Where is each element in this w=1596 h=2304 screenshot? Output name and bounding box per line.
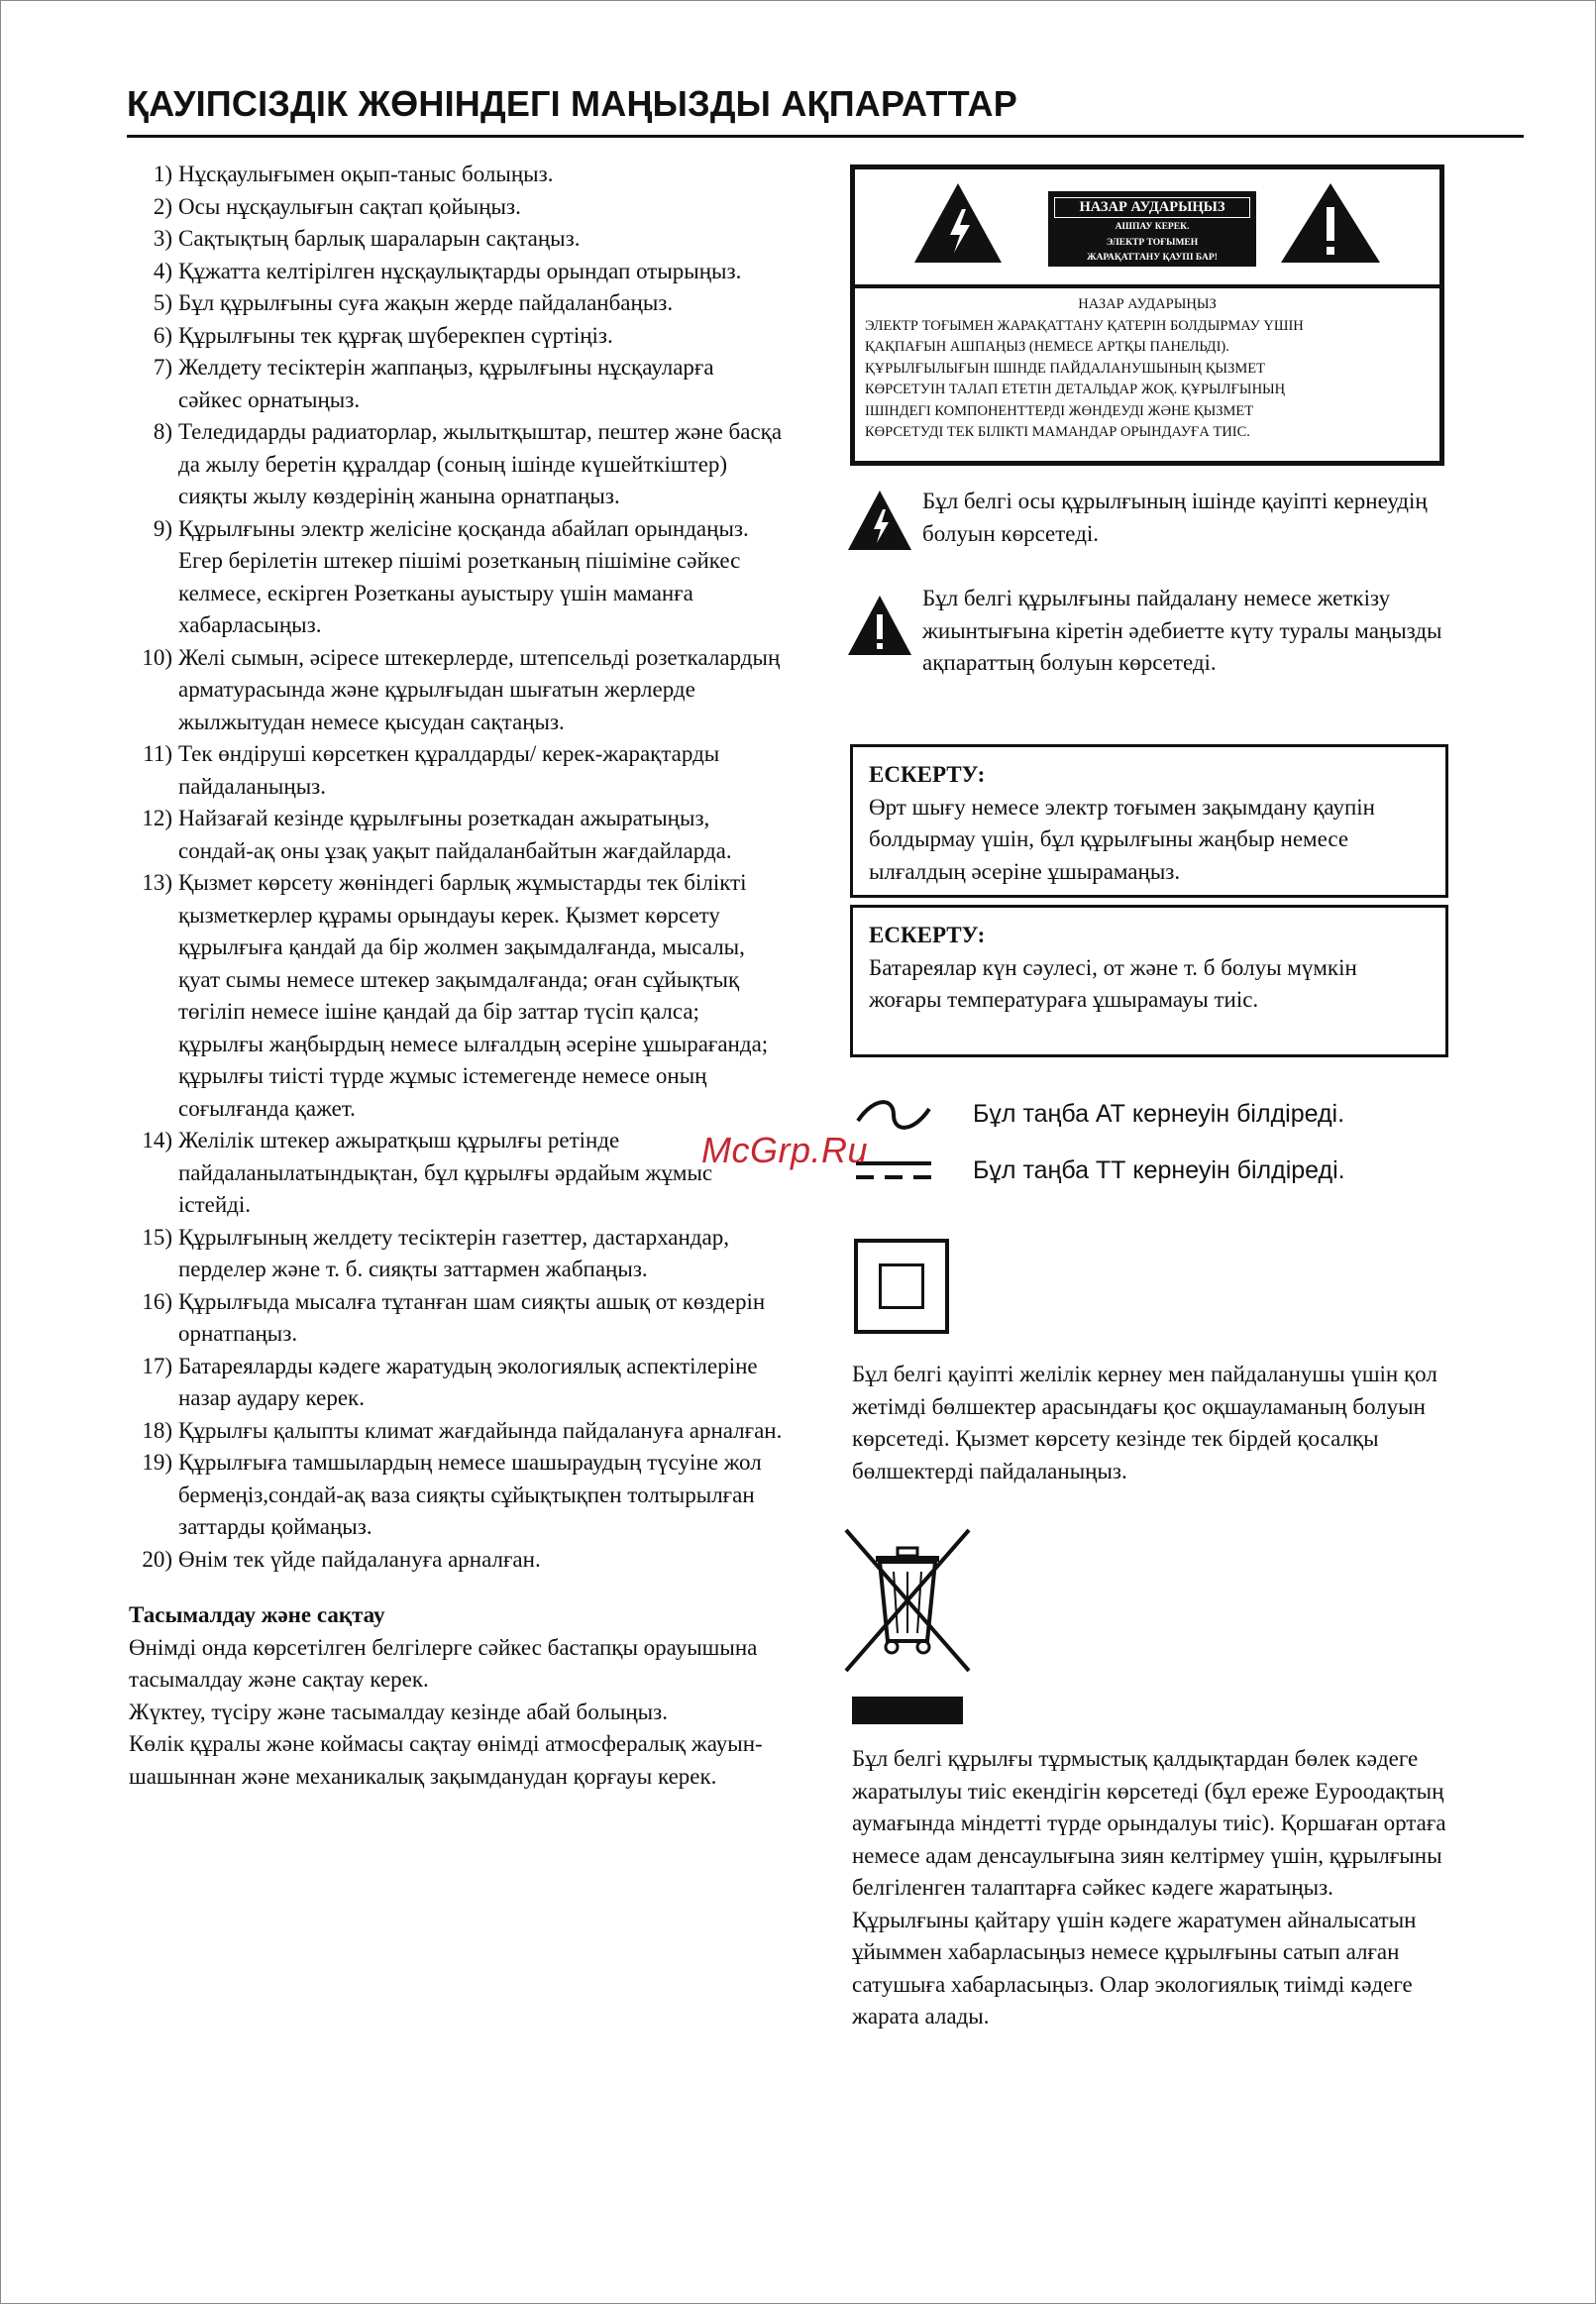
warning-label xyxy=(1048,191,1256,267)
lightning-triangle-icon xyxy=(912,181,1004,265)
item-text: Құрылғы қалыпты климат жағдайында пайдалануға арналған. xyxy=(178,1417,783,1443)
warning-label-line: ЭЛЕКТР ТОҒЫМЕН xyxy=(1106,237,1199,248)
dc-symbol-row xyxy=(854,1152,1409,1191)
item-text: Желілік штекер ажыратқыш құрылғы ретінде пайдаланылатындықтан, бұл құрылғы әрдайым жұмыс істейді. xyxy=(178,1128,713,1217)
list-item xyxy=(129,256,783,288)
item-text: Сақтықтың барлық шараларын сақтаңыз. xyxy=(178,226,581,251)
caution-text: Батареялар күн сәулесі, от және т. б болуы мүмкін жоғары температураға ұшырамауы тиіс. xyxy=(869,954,1357,1012)
list-item xyxy=(129,287,783,320)
double-insulation-text: Бұл белгі қауіпті желілік кернеу мен пайдаланушы үшін қол жетімді бөлшектер арасындағы қос оқшауламаның болуын көрсетеді. Қызмет көрсету кезінде тек бірдей қосалқы бөлшектерді пайдаланыңыз. xyxy=(852,1362,1437,1483)
item-text: Осы нұсқаулығын сақтап қойыңыз. xyxy=(178,193,521,219)
item-number: 12) xyxy=(142,806,172,830)
list-item xyxy=(129,738,783,803)
list-item xyxy=(129,320,783,353)
list-item xyxy=(129,223,783,256)
watermark: McGrp.Ru xyxy=(701,1130,869,1170)
item-text: Құрылғыда мысалға тұтанған шам сияқты ашық от көздерін орнатпаңыз. xyxy=(178,1288,766,1346)
warning-body-line: ЭЛЕКТР ТОҒЫМЕН ЖАРАҚАТТАНУ ҚАТЕРІН БОЛДЫРМАУ ҮШІН xyxy=(865,317,1304,334)
item-text: Бұл құрылғыны суға жақын жерде пайдаланбаңыз. xyxy=(178,290,674,315)
list-item xyxy=(129,191,783,224)
item-number: 8) xyxy=(153,419,172,444)
warning-box-text xyxy=(865,294,1430,444)
list-item xyxy=(129,642,783,739)
list-item xyxy=(129,1125,783,1222)
warning-body-line: КӨРСЕТУІН ТАЛАП ЕТЕТІН ДЕТАЛЬДАР ЖОҚ. ҚҰРЫЛҒЫНЫҢ xyxy=(865,382,1286,397)
lightning-triangle-icon xyxy=(847,490,912,551)
bolt-note-text: Бұл белгі осы құрылғының ішінде қауіпті кернеудің болуын көрсетеді. xyxy=(922,489,1428,546)
exclamation-note xyxy=(847,583,1441,721)
item-text: Құрылғыны электр желісіне қосқанда абайлап орындаңыз. Егер берілетін штекер пішімі розетканың пішіміне сәйкес келмесе, ескірген Розетканы ауыстыру үшін маманға хабарласыңыз. xyxy=(178,515,749,637)
item-number: 13) xyxy=(142,870,172,895)
item-text: Құрылғыны тек құрғақ шүберекпен сүртіңіз. xyxy=(178,322,613,348)
page-title: ҚАУІПСІЗДІК ЖӨНІНДЕГІ МАҢЫЗДЫ АҚПАРАТТАР xyxy=(127,83,1017,124)
exclamation-note-text: Бұл белгі құрылғыны пайдалану немесе жеткізу жиынтығына кіретін әдебиетте күту туралы маңызды ақпараттың болуын көрсетеді. xyxy=(922,586,1442,675)
caution-text: Өрт шығу немесе электр тоғымен зақымдану қаупін болдырмау үшін, бұл құрылғыны жаңбыр немесе ылғалдың әсеріне ұшырамаңыз. xyxy=(869,794,1375,884)
item-number: 20) xyxy=(142,1546,172,1572)
item-number: 7) xyxy=(153,355,172,380)
item-text: Құрылғыға тамшылардың немесе шашыраудың түсуіне жол бермеңіз,сондай-ақ ваза сияқты сұйықтықпен толтырылған заттарды қоймаңыз. xyxy=(178,1450,762,1539)
item-text: Нұсқаулығымен оқып-таныс болыңыз. xyxy=(178,162,554,186)
warning-body-title: НАЗАР АУДАРЫҢЫЗ xyxy=(1078,296,1217,312)
item-text: Найзағай кезінде құрылғыны розеткадан ажыратыңыз, сондай-ақ оны ұзақ уақыт пайдаланбайтын жағдайларда. xyxy=(178,806,732,863)
list-item xyxy=(129,1544,783,1577)
item-number: 5) xyxy=(153,290,172,315)
warning-label-line: ЖАРАҚАТТАНУ ҚАУПІ БАР! xyxy=(1087,253,1218,263)
item-number: 14) xyxy=(142,1128,172,1152)
list-item xyxy=(129,513,783,642)
item-text: Желі сымын, әсіресе штекерлерде, штепсельді розеткалардың арматурасында және құрылғыдан шығатын жерлерде жылжытудан немесе қысудан сақтаңыз. xyxy=(178,644,781,734)
weee-text: Бұл белгі құрылғы тұрмыстық қалдықтардан бөлек кәдеге жаратылуы тиіс екендігін көрсетеді (бұл ереже Еуроодақтың аумағында міндетті түрде орындалуы тиіс). Қоршаған ортаға немесе адам денсаулығына зиян келтірмеу үшін, құрылғыны белгіленген талаптарға сәйкес кәдеге жаратыңыз. Құрылғыны қайтару үшін кәдеге жаратумен айналысатын ұйыммен хабарласыңыз немесе құрылғыны сатып алған сатушыға хабарласыңыз. Олар экологиялық тиімді кәдеге жарата алады. xyxy=(852,1746,1446,2029)
transport-line: Көлік құралы және коймасы сақтау өнімді атмосфералық жауын-шашыннан және механикалық зақымданудан қорғауы керек. xyxy=(129,1731,763,1789)
item-text: Құрылғының желдету тесіктерін газеттер, дастархандар, перделер және т. б. сияқты заттармен жабпаңыз. xyxy=(178,1224,729,1281)
ac-symbol-icon xyxy=(854,1095,933,1135)
warning-body-line: ІШІНДЕГІ КОМПОНЕНТТЕРДІ ЖӨНДЕУДІ ЖӘНЕ ҚЫЗМЕТ xyxy=(865,402,1254,419)
warning-body-line: КӨРСЕТУДІ ТЕК БІЛІКТІ МАМАНДАР ОРЫНДАУҒА ТИІС. xyxy=(865,424,1250,440)
exclamation-triangle-icon xyxy=(1279,181,1382,265)
weee-black-bar xyxy=(852,1697,963,1724)
list-item xyxy=(129,1415,783,1448)
list-item xyxy=(129,1222,783,1286)
item-text: Тек өндіруші көрсеткен құралдарды/ керек-жарақтарды пайдаланыңыз. xyxy=(178,741,720,799)
item-text: Құжатта келтірілген нұсқаулықтарды орындап отырыңыз. xyxy=(178,258,742,283)
item-number: 19) xyxy=(142,1450,172,1475)
caution-title: ЕСКЕРТУ: xyxy=(869,762,986,787)
shock-warning-box xyxy=(850,165,1444,466)
item-text: Өнім тек үйде пайдалануға арналған. xyxy=(178,1546,541,1572)
transport-heading: Тасымалдау және сақтау xyxy=(129,1602,385,1627)
list-item xyxy=(129,803,783,867)
list-item xyxy=(129,1351,783,1415)
warning-body-line: ҚАҚПАҒЫН АШПАҢЫЗ (НЕМЕСЕ АРТҚЫ ПАНЕЛЬДІ). xyxy=(865,339,1229,355)
warning-body-line: ҚҰРЫЛҒЫЛЫҒЫН ІШІНДЕ ПАЙДАЛАНУШЫНЫҢ ҚЫЗМЕТ xyxy=(865,360,1265,377)
warning-label-title: НАЗАР АУДАРЫҢЫЗ xyxy=(1054,197,1250,218)
transport-line: Жүктеу, түсіру және тасымалдау кезінде абай болыңыз. xyxy=(129,1699,668,1724)
list-item xyxy=(129,159,783,191)
crossed-out-bin-icon xyxy=(838,1526,977,1675)
item-number: 17) xyxy=(142,1353,172,1378)
item-number: 18) xyxy=(142,1417,172,1443)
item-number: 2) xyxy=(153,193,172,219)
list-item xyxy=(129,867,783,1125)
double-insulation-icon xyxy=(854,1239,949,1334)
item-number: 3) xyxy=(153,226,172,251)
dc-symbol-text: Бұл таңба ТТ кернеуін білдіреді. xyxy=(973,1156,1345,1184)
item-number: 11) xyxy=(143,741,172,766)
list-item xyxy=(129,1447,783,1544)
instructions-column xyxy=(129,159,783,1793)
item-number: 4) xyxy=(153,258,172,283)
item-number: 15) xyxy=(142,1224,172,1250)
item-number: 1) xyxy=(153,162,172,186)
item-number: 9) xyxy=(153,515,172,541)
warning-box-header xyxy=(855,169,1439,288)
warning-label-line: АШПАУ КЕРЕК. xyxy=(1115,222,1190,232)
ac-symbol-text: Бұл таңба АТ кернеуін білдіреді. xyxy=(973,1100,1345,1128)
item-text: Қызмет көрсету жөніндегі барлық жұмыстарды тек білікті қызметкерлер құрамы орындауы керек. Қызмет көрсету құрылғыға қандай да бір жолмен зақымдалғанда, мысалы, қуат сымы немесе штекер зақымдалғанда; оған сұйықтық төгіліп немесе ішіне қандай да бір заттар түсіп қалса; құрылғы жаңбырдың немесе ылғалдың әсеріне ұшырағанда; құрылғы тиісті түрде жұмыс істемегенде немесе оның соғылғанда қажет. xyxy=(178,870,769,1121)
item-number: 16) xyxy=(142,1288,172,1314)
bolt-note xyxy=(847,486,1441,555)
exclamation-triangle-icon xyxy=(847,595,912,656)
caution-box xyxy=(850,905,1448,1057)
caution-box xyxy=(850,744,1448,898)
double-insulation-inner-square xyxy=(879,1263,924,1309)
item-text: Батареяларды кәдеге жаратудың экологиялық аспектілеріне назар аудару керек. xyxy=(178,1353,758,1410)
item-number: 6) xyxy=(153,322,172,348)
caution-title: ЕСКЕРТУ: xyxy=(869,923,986,947)
item-text: Теледидарды радиаторлар, жылытқыштар, пештер және басқа да жылу беретін құралдар (соның ішінде күшейткіштер) сияқты жылу көздерінің жанына орнатпаңыз. xyxy=(178,419,783,508)
item-text: Желдету тесіктерін жаппаңыз, құрылғыны нұсқауларға сәйкес орнатыңыз. xyxy=(178,355,714,412)
title-divider xyxy=(127,135,1524,138)
list-item xyxy=(129,352,783,416)
list-item xyxy=(129,1286,783,1351)
transport-line: Өнімді онда көрсетілген белгілерге сәйкес бастапқы орауышына тасымалдау және сақтау керек. xyxy=(129,1634,758,1692)
item-number: 10) xyxy=(142,644,172,670)
list-item xyxy=(129,416,783,513)
ac-symbol-row xyxy=(854,1095,1409,1135)
